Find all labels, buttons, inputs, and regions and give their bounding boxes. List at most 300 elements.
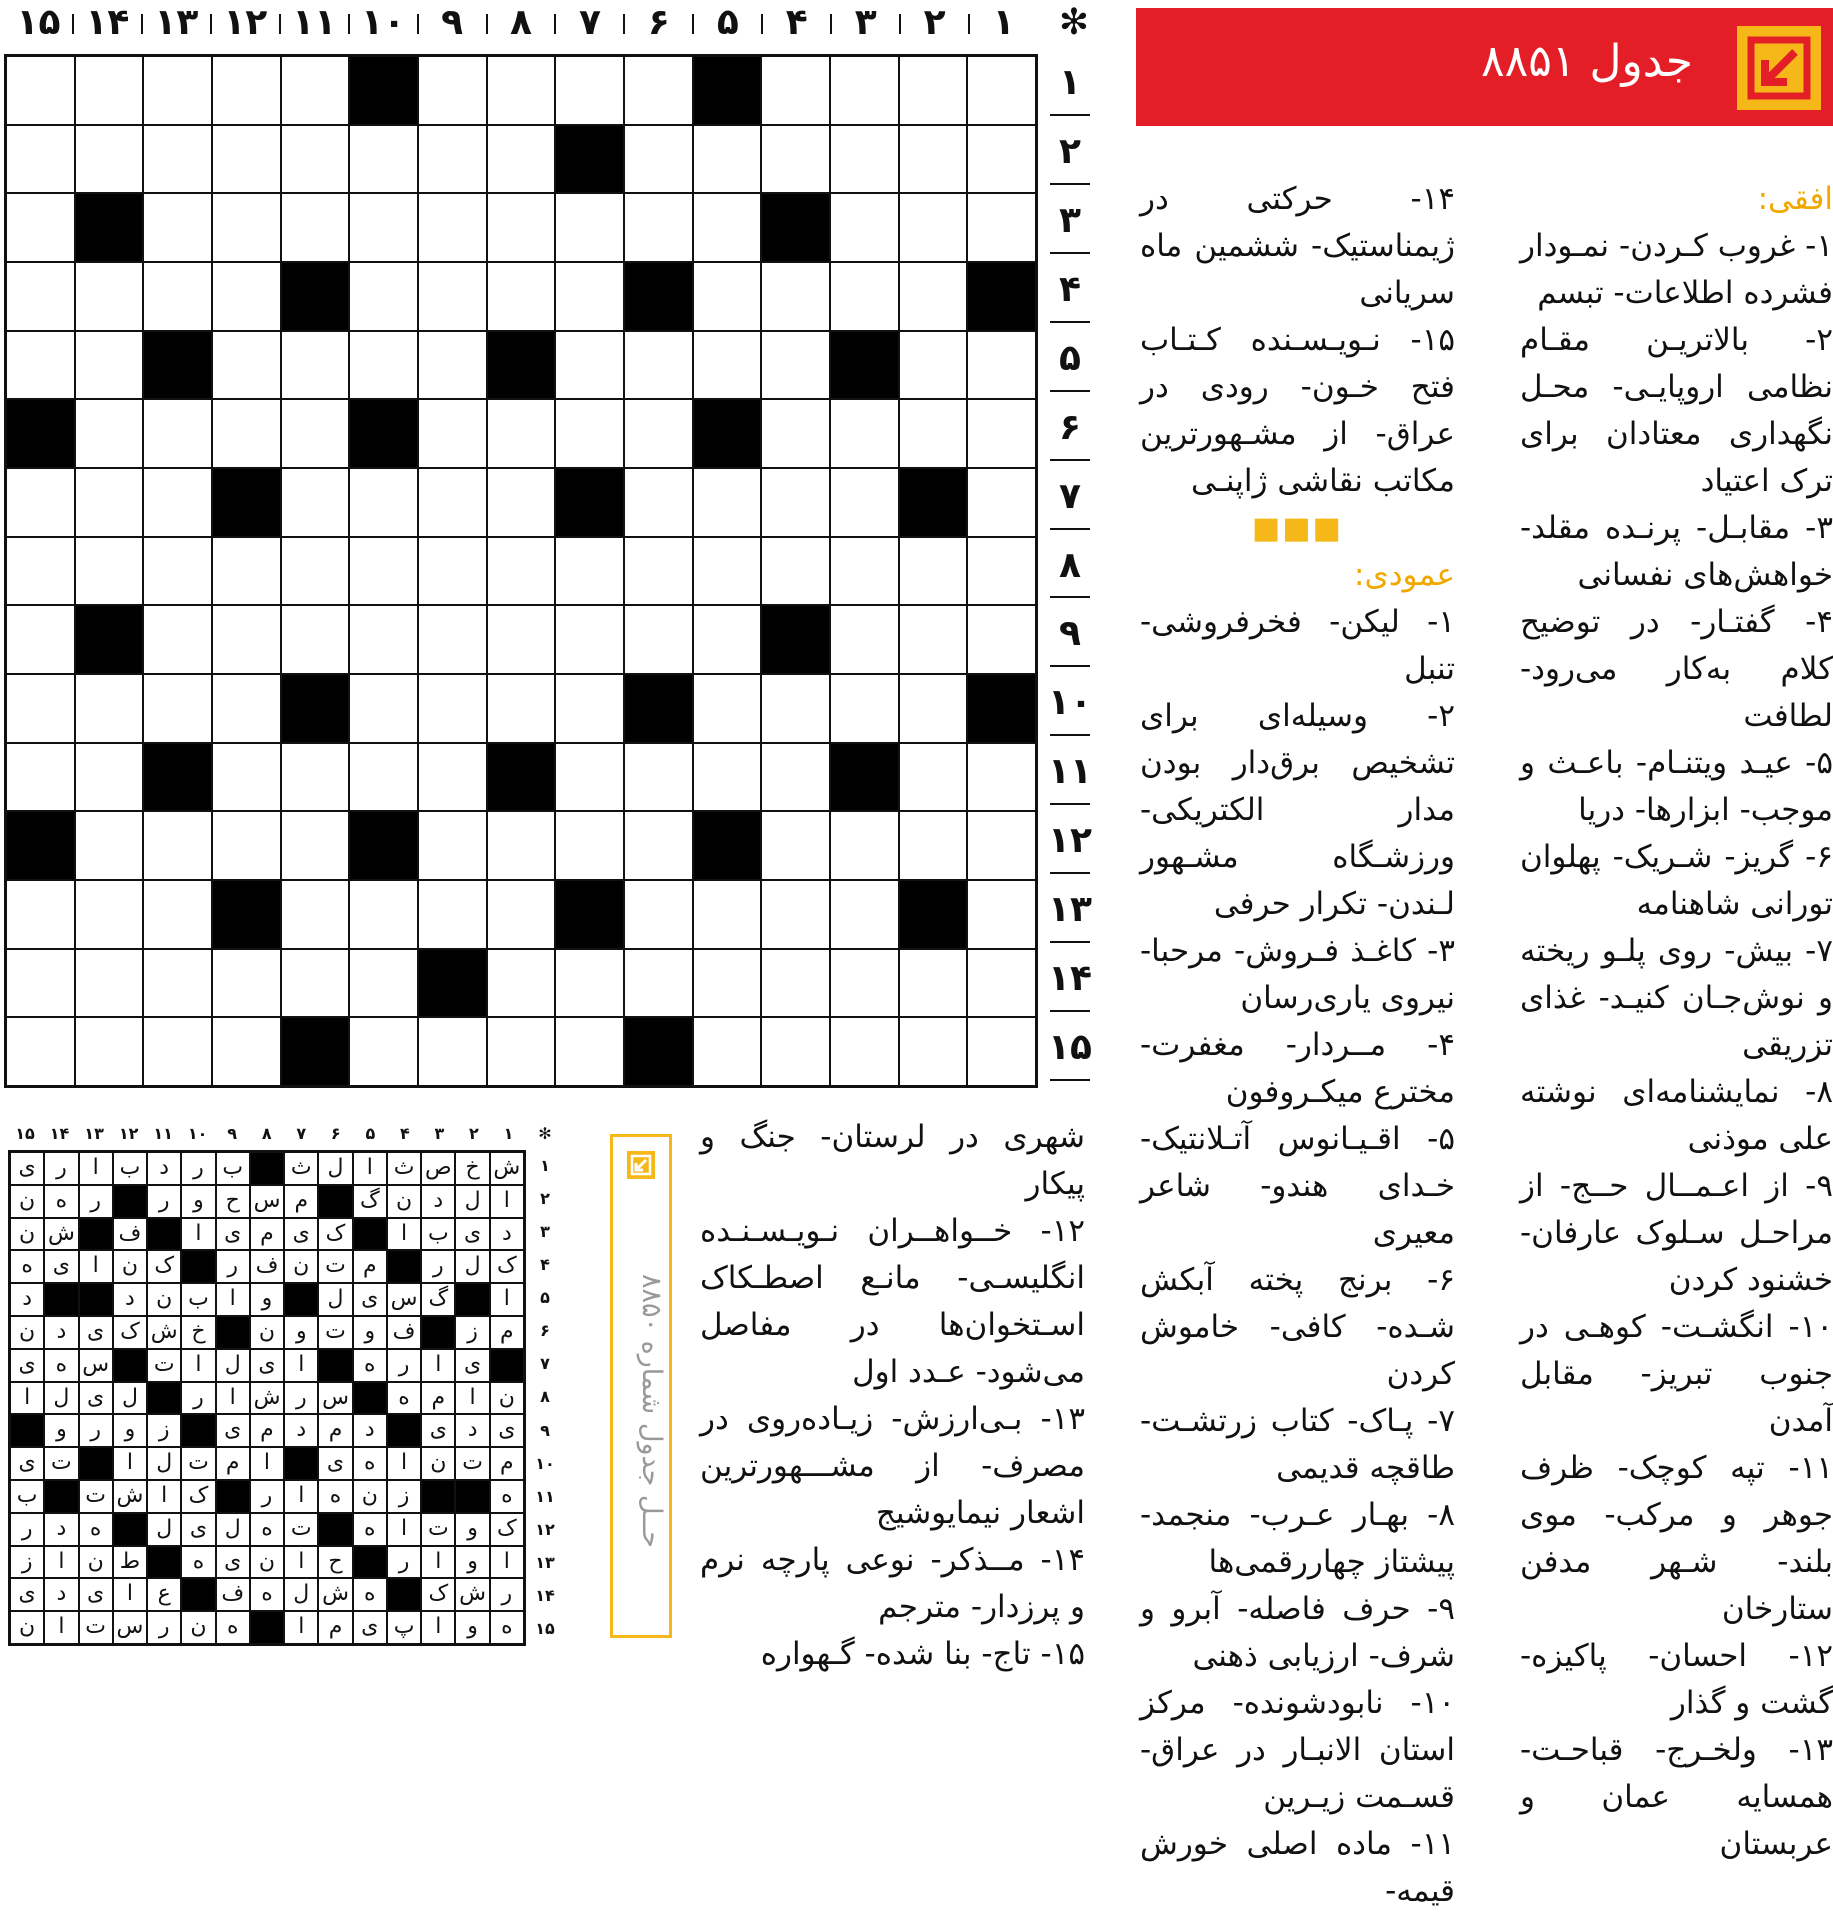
grid-cell: [281, 674, 350, 743]
grid-cell: [899, 880, 968, 949]
column-number: ۳: [854, 2, 877, 43]
crossword-grid: [4, 54, 1038, 1088]
solution-cell: د: [421, 1185, 455, 1218]
solution-cell: ک: [113, 1316, 147, 1349]
grid-cell: [967, 811, 1036, 880]
column-header: [4, 0, 1104, 46]
solution-cell: ا: [79, 1152, 113, 1185]
puzzle-title: جدول ۸۸۵۱: [1480, 36, 1693, 87]
solution-cell: م: [353, 1250, 387, 1283]
solution-cell: ع: [147, 1578, 181, 1611]
solution-cell: [79, 1447, 113, 1480]
solution-cell: ی: [181, 1513, 215, 1546]
grid-cell: [418, 331, 487, 400]
solution-cell: ا: [113, 1578, 147, 1611]
solution-cell: [147, 1382, 181, 1415]
clue-item: ۲- بالاتریـن مقـام نظامی اروپایـی- محـل نگهداری معتادان برای ترک اعتیاد: [1520, 322, 1833, 499]
solution-cell: د: [284, 1414, 318, 1447]
solution-cell: [421, 1316, 455, 1349]
solution-column-number: ۱۱: [153, 1124, 173, 1143]
solution-cell: ه: [250, 1578, 284, 1611]
grid-cell: [212, 56, 281, 125]
solution-cell: ز: [387, 1480, 421, 1513]
solution-cell: ه: [250, 1513, 284, 1546]
solution-cell: [490, 1349, 524, 1382]
grid-cell: [487, 949, 556, 1018]
solution-row-number: ۱۳: [535, 1552, 555, 1572]
solution-cell: ه: [353, 1513, 387, 1546]
solution-cell: ر: [44, 1152, 78, 1185]
solution-cell: ز: [455, 1316, 489, 1349]
solution-cell: ی: [250, 1349, 284, 1382]
clue-heading: افقی:: [1757, 181, 1833, 217]
row-number: ۱۴: [1048, 958, 1092, 1000]
solution-cell: [353, 1218, 387, 1251]
solution-cell: ا: [490, 1546, 524, 1579]
grid-cell: [761, 399, 830, 468]
solution-row-number: ۱۴: [535, 1585, 555, 1605]
solution-column-number: ۱۳: [84, 1124, 104, 1143]
solution-cell: ا: [421, 1611, 455, 1644]
row-number: ۲: [1059, 130, 1081, 172]
solution-row-number: ۷: [540, 1354, 550, 1374]
grid-cell: [555, 262, 624, 331]
clue-item: ۶- گریز- شـریک- پهلوان تورانی شاهنامه: [1520, 839, 1833, 922]
solution-cell: ک: [490, 1513, 524, 1546]
grid-cell: [899, 537, 968, 606]
column-number: ۱۴: [85, 2, 130, 43]
solution-cell: [113, 1513, 147, 1546]
grid-cell: [6, 468, 75, 537]
solution-cell: ا: [387, 1218, 421, 1251]
grid-cell: [6, 56, 75, 125]
grid-cell: [555, 674, 624, 743]
solution-cell: ن: [353, 1480, 387, 1513]
solution-cell: ل: [318, 1283, 352, 1316]
solution-cell: ا: [284, 1480, 318, 1513]
solution-cell: ی: [216, 1546, 250, 1579]
solution-cell: ی: [455, 1218, 489, 1251]
grid-cell: [349, 1017, 418, 1086]
solution-cell: د: [44, 1578, 78, 1611]
solution-cell: ر: [421, 1250, 455, 1283]
solution-column-number: ۱: [503, 1124, 514, 1143]
grid-cell: [967, 262, 1036, 331]
corner-arrow-icon: [1737, 26, 1821, 110]
solution-cell: ر: [387, 1349, 421, 1382]
solution-column-number: ۶: [330, 1124, 341, 1143]
solution-cell: ک: [490, 1250, 524, 1283]
solution-cell: ر: [10, 1513, 44, 1546]
solution-cell: ت: [44, 1447, 78, 1480]
grid-cell: [693, 674, 762, 743]
solution-cell: ل: [216, 1513, 250, 1546]
solution-column-number: ۱۰: [187, 1124, 208, 1143]
column-number: ۵: [716, 2, 739, 43]
row-header: [1040, 54, 1120, 1088]
column-number: ۲: [923, 2, 946, 43]
row-number: ۵: [1059, 337, 1081, 379]
grid-cell: [693, 605, 762, 674]
solution-column-number: ۹: [227, 1124, 238, 1143]
solution-cell: گ: [353, 1185, 387, 1218]
grid-cell: [624, 880, 693, 949]
solution-cell: ی: [10, 1578, 44, 1611]
grid-cell: [418, 125, 487, 194]
grid-cell: [624, 193, 693, 262]
solution-cell: ک: [181, 1480, 215, 1513]
solution-cell: ی: [10, 1349, 44, 1382]
solution-cell: ی: [455, 1349, 489, 1382]
grid-cell: [624, 331, 693, 400]
section-divider: ■■■: [1251, 511, 1344, 546]
solution-cell: ن: [387, 1185, 421, 1218]
grid-cell: [624, 1017, 693, 1086]
solution-cell: ا: [216, 1283, 250, 1316]
clue-item: ۱۴- حرکتی در ژیمناستیک- ششمین ماه سریانی: [1140, 181, 1455, 311]
grid-cell: [6, 605, 75, 674]
solution-cell: ل: [318, 1152, 352, 1185]
column-number: ۱۵: [16, 2, 61, 43]
row-separator: [1050, 872, 1090, 874]
solution-column-number: ۲: [469, 1124, 479, 1143]
grid-cell: [349, 193, 418, 262]
grid-cell: [967, 605, 1036, 674]
grid-cell: [693, 262, 762, 331]
grid-cell: [418, 193, 487, 262]
solution-cell: [421, 1480, 455, 1513]
grid-cell: [830, 743, 899, 812]
solution-cell: ل: [147, 1513, 181, 1546]
grid-cell: [487, 468, 556, 537]
solution-cell: ه: [490, 1480, 524, 1513]
solution-cell: ه: [353, 1578, 387, 1611]
grid-cell: [212, 537, 281, 606]
solution-cell: س: [318, 1382, 352, 1415]
solution-column-number: ۱۴: [49, 1124, 70, 1143]
clue-item: ۱۰- انگشـت- کوهـی در جنوب تبریز- مقابل آمدن: [1520, 1309, 1833, 1439]
grid-cell: [693, 880, 762, 949]
grid-cell: [143, 262, 212, 331]
solution-corner-star-icon: ✻: [538, 1124, 552, 1143]
solution-cell: ر: [181, 1152, 215, 1185]
solution-cell: ش: [250, 1382, 284, 1415]
solution-cell: ل: [44, 1382, 78, 1415]
grid-cell: [75, 537, 144, 606]
grid-cell: [143, 537, 212, 606]
solution-cell: ل: [455, 1250, 489, 1283]
clue-item: ۱۱- تپه کوچک- ظرف جوهر و مرکب- موی بلند- شـهر مدفن ستارخان: [1520, 1450, 1833, 1627]
solution-cell: د: [10, 1283, 44, 1316]
solution-cell: ن: [113, 1250, 147, 1283]
solution-cell: ی: [79, 1382, 113, 1415]
solution-cell: م: [284, 1185, 318, 1218]
grid-cell: [899, 125, 968, 194]
solution-cell: ا: [490, 1185, 524, 1218]
grid-cell: [487, 262, 556, 331]
solution-row-number: ۳: [540, 1222, 550, 1242]
clue-item: شهری در لرستان- جنگ و پیکار: [700, 1119, 1085, 1202]
solution-cell: ی: [10, 1447, 44, 1480]
grid-cell: [6, 811, 75, 880]
row-number: ۶: [1059, 406, 1081, 448]
grid-cell: [967, 331, 1036, 400]
solution-cell: ت: [79, 1611, 113, 1644]
grid-cell: [281, 262, 350, 331]
grid-cell: [6, 537, 75, 606]
solution-column-number: ۸: [261, 1124, 272, 1143]
grid-cell: [143, 674, 212, 743]
row-number: ۱۱: [1048, 751, 1092, 793]
grid-cell: [830, 880, 899, 949]
corner-star-icon: ✻: [1058, 2, 1090, 43]
solution-cell: ف: [113, 1218, 147, 1251]
solution-cell: ه: [353, 1349, 387, 1382]
grid-cell: [967, 880, 1036, 949]
grid-cell: [418, 674, 487, 743]
solution-cell: ب: [421, 1218, 455, 1251]
grid-cell: [830, 949, 899, 1018]
row-number: ۱۳: [1048, 889, 1092, 931]
clue-item: ۱۳- بـی‌ارزش- زیـاده‌روی در مصرف- از مشـــهورترین اشعار نیمایوشیج: [700, 1401, 1085, 1531]
grid-cell: [761, 1017, 830, 1086]
grid-cell: [75, 605, 144, 674]
grid-cell: [349, 331, 418, 400]
row-number: ۸: [1059, 544, 1081, 586]
grid-cell: [555, 56, 624, 125]
solution-cell: ا: [10, 1382, 44, 1415]
grid-cell: [487, 331, 556, 400]
solution-cell: ل: [216, 1349, 250, 1382]
corner-arrow-icon: [627, 1151, 655, 1179]
grid-cell: [487, 605, 556, 674]
grid-cell: [487, 125, 556, 194]
solution-cell: ا: [284, 1349, 318, 1382]
solution-cell: ه: [10, 1250, 44, 1283]
grid-cell: [281, 605, 350, 674]
grid-cell: [281, 193, 350, 262]
solution-cell: م: [318, 1414, 352, 1447]
grid-cell: [899, 399, 968, 468]
clue-item: ۱- غروب کـردن- نمـودار فشرده اطلاعات- تبسم: [1520, 228, 1833, 311]
solution-cell: [10, 1414, 44, 1447]
solution-cell: و: [455, 1513, 489, 1546]
solution-cell: ر: [79, 1185, 113, 1218]
solution-cell: ا: [216, 1382, 250, 1415]
solution-cell: ی: [79, 1316, 113, 1349]
solution-cell: د: [147, 1152, 181, 1185]
grid-cell: [75, 468, 144, 537]
solution-cell: ث: [387, 1152, 421, 1185]
solution-cell: [455, 1480, 489, 1513]
clues-column-right: [1520, 176, 1833, 1862]
column-number: ۱۰: [361, 2, 406, 43]
grid-cell: [143, 811, 212, 880]
grid-cell: [761, 674, 830, 743]
grid-cell: [349, 468, 418, 537]
grid-cell: [555, 880, 624, 949]
solution-cell: م: [250, 1218, 284, 1251]
grid-cell: [487, 674, 556, 743]
clue-item: ۱۳- ولخـرج- قباحـت- همسایه عمان و عربستان: [1520, 1732, 1833, 1862]
clue-item: ۱۵- تاج- بنا شده- گـهواره: [760, 1636, 1085, 1672]
grid-cell: [6, 880, 75, 949]
solution-cell: ه: [181, 1546, 215, 1579]
grid-cell: [899, 1017, 968, 1086]
solution-cell: [318, 1349, 352, 1382]
clue-item: ۱۰- نابودشونده- مرکز استان الانبـار در عراق- قسـمت زیـرین: [1140, 1685, 1455, 1815]
clue-item: ۱۲- احسان- پاکیزه- گشت و گذار: [1520, 1638, 1833, 1721]
grid-cell: [555, 537, 624, 606]
grid-cell: [830, 56, 899, 125]
solution-cell: س: [250, 1185, 284, 1218]
solution-cell: ر: [387, 1546, 421, 1579]
grid-cell: [143, 949, 212, 1018]
solution-cell: [44, 1480, 78, 1513]
grid-cell: [967, 125, 1036, 194]
solution-cell: ت: [284, 1513, 318, 1546]
grid-cell: [6, 743, 75, 812]
solution-cell: س: [387, 1283, 421, 1316]
grid-cell: [143, 399, 212, 468]
grid-cell: [418, 743, 487, 812]
grid-cell: [624, 811, 693, 880]
solution-row-number: ۱: [540, 1156, 550, 1175]
grid-cell: [418, 56, 487, 125]
grid-cell: [555, 193, 624, 262]
solution-cell: ت: [318, 1250, 352, 1283]
grid-cell: [281, 537, 350, 606]
grid-cell: [967, 743, 1036, 812]
grid-cell: [487, 537, 556, 606]
grid-cell: [143, 605, 212, 674]
row-separator: [1050, 665, 1090, 667]
grid-cell: [418, 399, 487, 468]
solution-cell: ز: [147, 1414, 181, 1447]
solution-cell: ف: [387, 1316, 421, 1349]
solution-cell: ت: [147, 1349, 181, 1382]
solution-cell: ت: [455, 1447, 489, 1480]
clue-item: ۸- نمایشنامه‌ای نوشته علی موذنی: [1520, 1074, 1833, 1157]
column-number: ۶: [647, 2, 670, 43]
solution-cell: [79, 1218, 113, 1251]
solution-cell: و: [353, 1316, 387, 1349]
grid-cell: [624, 743, 693, 812]
grid-cell: [487, 880, 556, 949]
grid-cell: [349, 949, 418, 1018]
grid-cell: [143, 193, 212, 262]
clue-item: ۳- کاغـذ فـروش- مرحبا- نیروی یاری‌رسان: [1140, 933, 1455, 1016]
grid-cell: [349, 537, 418, 606]
grid-cell: [212, 331, 281, 400]
clue-item: ۳- مقابـل- پرنـده مقلد- خواهش‌های نفسانی: [1520, 510, 1833, 593]
solution-cell: ت: [318, 1316, 352, 1349]
grid-cell: [281, 811, 350, 880]
solution-cell: د: [455, 1414, 489, 1447]
solution-cell: ت: [79, 1480, 113, 1513]
grid-cell: [967, 56, 1036, 125]
solution-cell: ن: [10, 1185, 44, 1218]
grid-cell: [349, 880, 418, 949]
row-separator: [1050, 528, 1090, 530]
clue-item: ۷- پـاک- کتاب زرتشـت- طاقچه قدیمی: [1140, 1403, 1455, 1486]
solution-cell: ش: [147, 1316, 181, 1349]
grid-cell: [349, 811, 418, 880]
solution-cell: ه: [318, 1480, 352, 1513]
solution-cell: ر: [216, 1250, 250, 1283]
grid-cell: [418, 262, 487, 331]
solution-cell: ه: [44, 1349, 78, 1382]
column-number: ۹: [441, 2, 464, 43]
grid-cell: [281, 743, 350, 812]
grid-cell: [349, 399, 418, 468]
grid-cell: [349, 605, 418, 674]
solution-cell: ی: [10, 1152, 44, 1185]
grid-cell: [75, 674, 144, 743]
row-separator: [1050, 459, 1090, 461]
grid-cell: [418, 468, 487, 537]
solution-cell: ل: [455, 1185, 489, 1218]
solution-cell: د: [44, 1316, 78, 1349]
solution-cell: ز: [10, 1546, 44, 1579]
solution-row-number: ۶: [540, 1321, 550, 1341]
row-separator: [1050, 321, 1090, 323]
solution-cell: د: [353, 1414, 387, 1447]
grid-cell: [487, 56, 556, 125]
grid-cell: [624, 468, 693, 537]
grid-cell: [967, 674, 1036, 743]
solution-cell: ه: [490, 1611, 524, 1644]
grid-cell: [75, 1017, 144, 1086]
grid-cell: [830, 468, 899, 537]
solution-cell: و: [113, 1414, 147, 1447]
grid-cell: [830, 125, 899, 194]
grid-cell: [75, 811, 144, 880]
solution-cell: ا: [490, 1283, 524, 1316]
grid-cell: [693, 811, 762, 880]
solution-row-number: ۴: [540, 1255, 550, 1275]
solution-cell: [318, 1513, 352, 1546]
solution-cell: م: [250, 1414, 284, 1447]
solution-cell: [284, 1447, 318, 1480]
grid-cell: [212, 262, 281, 331]
grid-cell: [6, 125, 75, 194]
grid-cell: [830, 193, 899, 262]
solution-cell: ف: [250, 1250, 284, 1283]
solution-cell: ا: [284, 1546, 318, 1579]
solution-cell: م: [421, 1382, 455, 1415]
solution-cell: د: [113, 1283, 147, 1316]
grid-cell: [830, 1017, 899, 1086]
grid-cell: [555, 399, 624, 468]
grid-cell: [6, 674, 75, 743]
grid-cell: [899, 193, 968, 262]
row-number: ۹: [1059, 613, 1081, 655]
grid-cell: [212, 743, 281, 812]
grid-cell: [761, 468, 830, 537]
grid-cell: [967, 1017, 1036, 1086]
grid-cell: [75, 56, 144, 125]
grid-cell: [212, 125, 281, 194]
solution-grid: [8, 1150, 526, 1646]
solution-cell: ل: [284, 1578, 318, 1611]
grid-cell: [693, 537, 762, 606]
solution-cell: ح: [318, 1546, 352, 1579]
solution-cell: د: [490, 1218, 524, 1251]
clue-item: ۱- لیکن- فخرفروشی- تنبل: [1140, 604, 1455, 687]
solution-cell: ل: [147, 1447, 181, 1480]
solution-cell: ی: [421, 1414, 455, 1447]
